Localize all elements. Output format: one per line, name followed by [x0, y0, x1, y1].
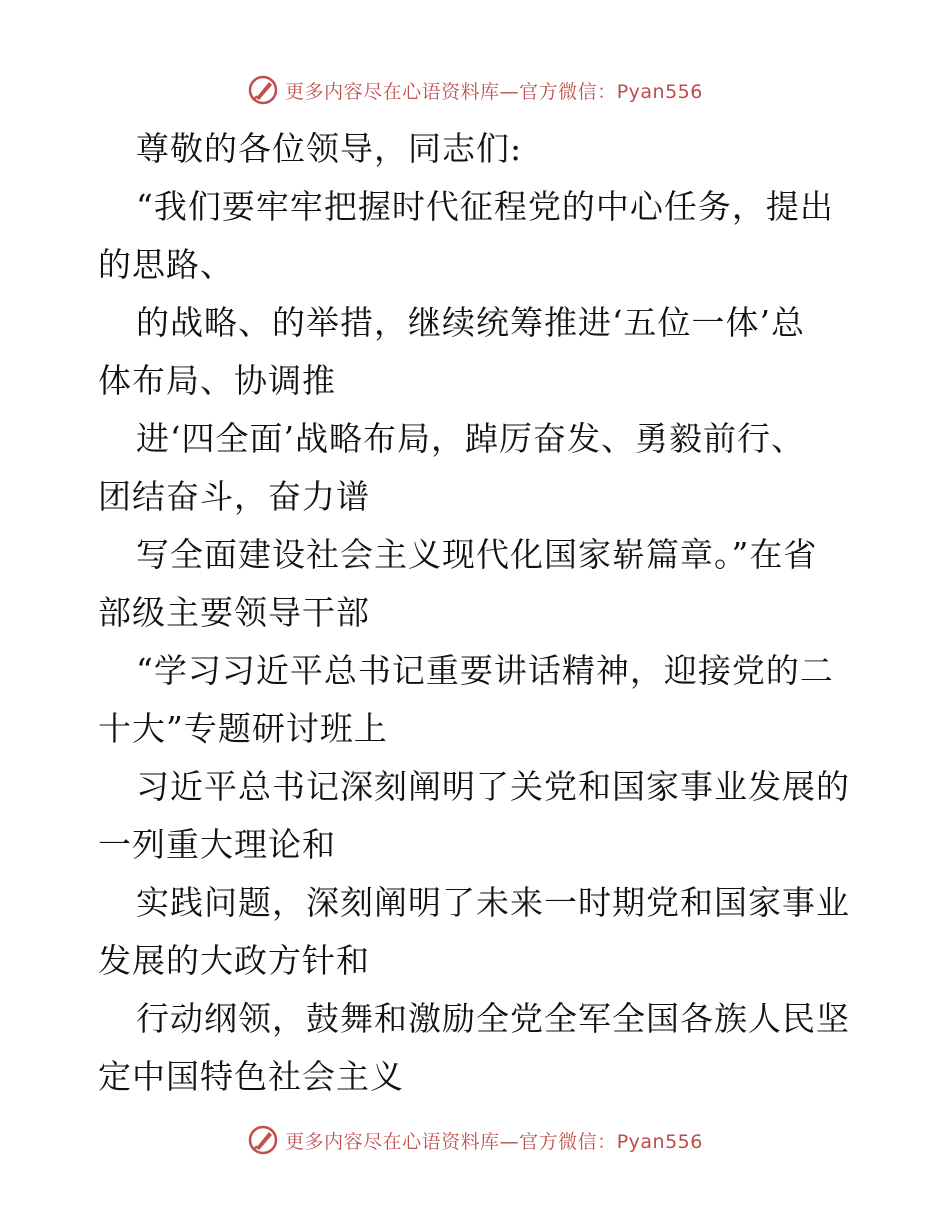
body-line: 发展的大政方针和 — [98, 941, 370, 980]
body-line: 部级主要领导干部 — [98, 593, 370, 632]
body-line: 十大”专题研讨班上 — [98, 709, 388, 748]
body-line: 行动纲领，鼓舞和激励全党全军全国各族人民坚 — [136, 999, 850, 1038]
watermark-separator: — — [499, 80, 520, 103]
watermark-label: 官方微信： — [519, 80, 617, 103]
watermark-wechat-id: Pyan556 — [616, 1130, 703, 1153]
watermark-text — [285, 1127, 703, 1154]
body-line: 一列重大理论和 — [98, 825, 336, 864]
body-line: 习近平总书记深刻阐明了关党和国家事业发展的 — [136, 767, 850, 806]
watermark-main: 更多内容尽在心语资料库 — [285, 1130, 500, 1153]
body-line: 写全面建设社会主义现代化国家崭篇章。”在省 — [136, 535, 818, 574]
body-line: 的战略、的举措，继续统筹推进‘五位一体’总 — [136, 303, 805, 342]
watermark-text — [285, 77, 703, 104]
body-line: 团结奋斗，奋力谱 — [98, 477, 370, 516]
body-line: 定中国特色社会主义 — [98, 1057, 404, 1096]
pen-quill-icon — [247, 74, 279, 106]
watermark-wechat-id: Pyan556 — [616, 80, 703, 103]
pen-quill-icon — [247, 1124, 279, 1156]
body-line: 进‘四全面’战略布局，踔厉奋发、勇毅前行、 — [136, 419, 805, 458]
footer-watermark — [0, 1120, 950, 1160]
body-line: 体布局、协调推 — [98, 361, 336, 400]
header-watermark — [0, 70, 950, 110]
body-line: 的思路、 — [98, 245, 234, 284]
body-line: 实践问题，深刻阐明了未来一时期党和国家事业 — [136, 883, 850, 922]
body-line: “我们要牢牢把握时代征程党的中心任务，提出 — [136, 187, 834, 226]
watermark-separator: — — [499, 1130, 520, 1153]
watermark-label: 官方微信： — [519, 1130, 617, 1153]
body-line: “学习习近平总书记重要讲话精神，迎接党的二 — [136, 651, 834, 690]
watermark-main: 更多内容尽在心语资料库 — [285, 80, 500, 103]
salutation-line: 尊敬的各位领导，同志们: — [136, 129, 523, 168]
document-body — [98, 120, 858, 1106]
